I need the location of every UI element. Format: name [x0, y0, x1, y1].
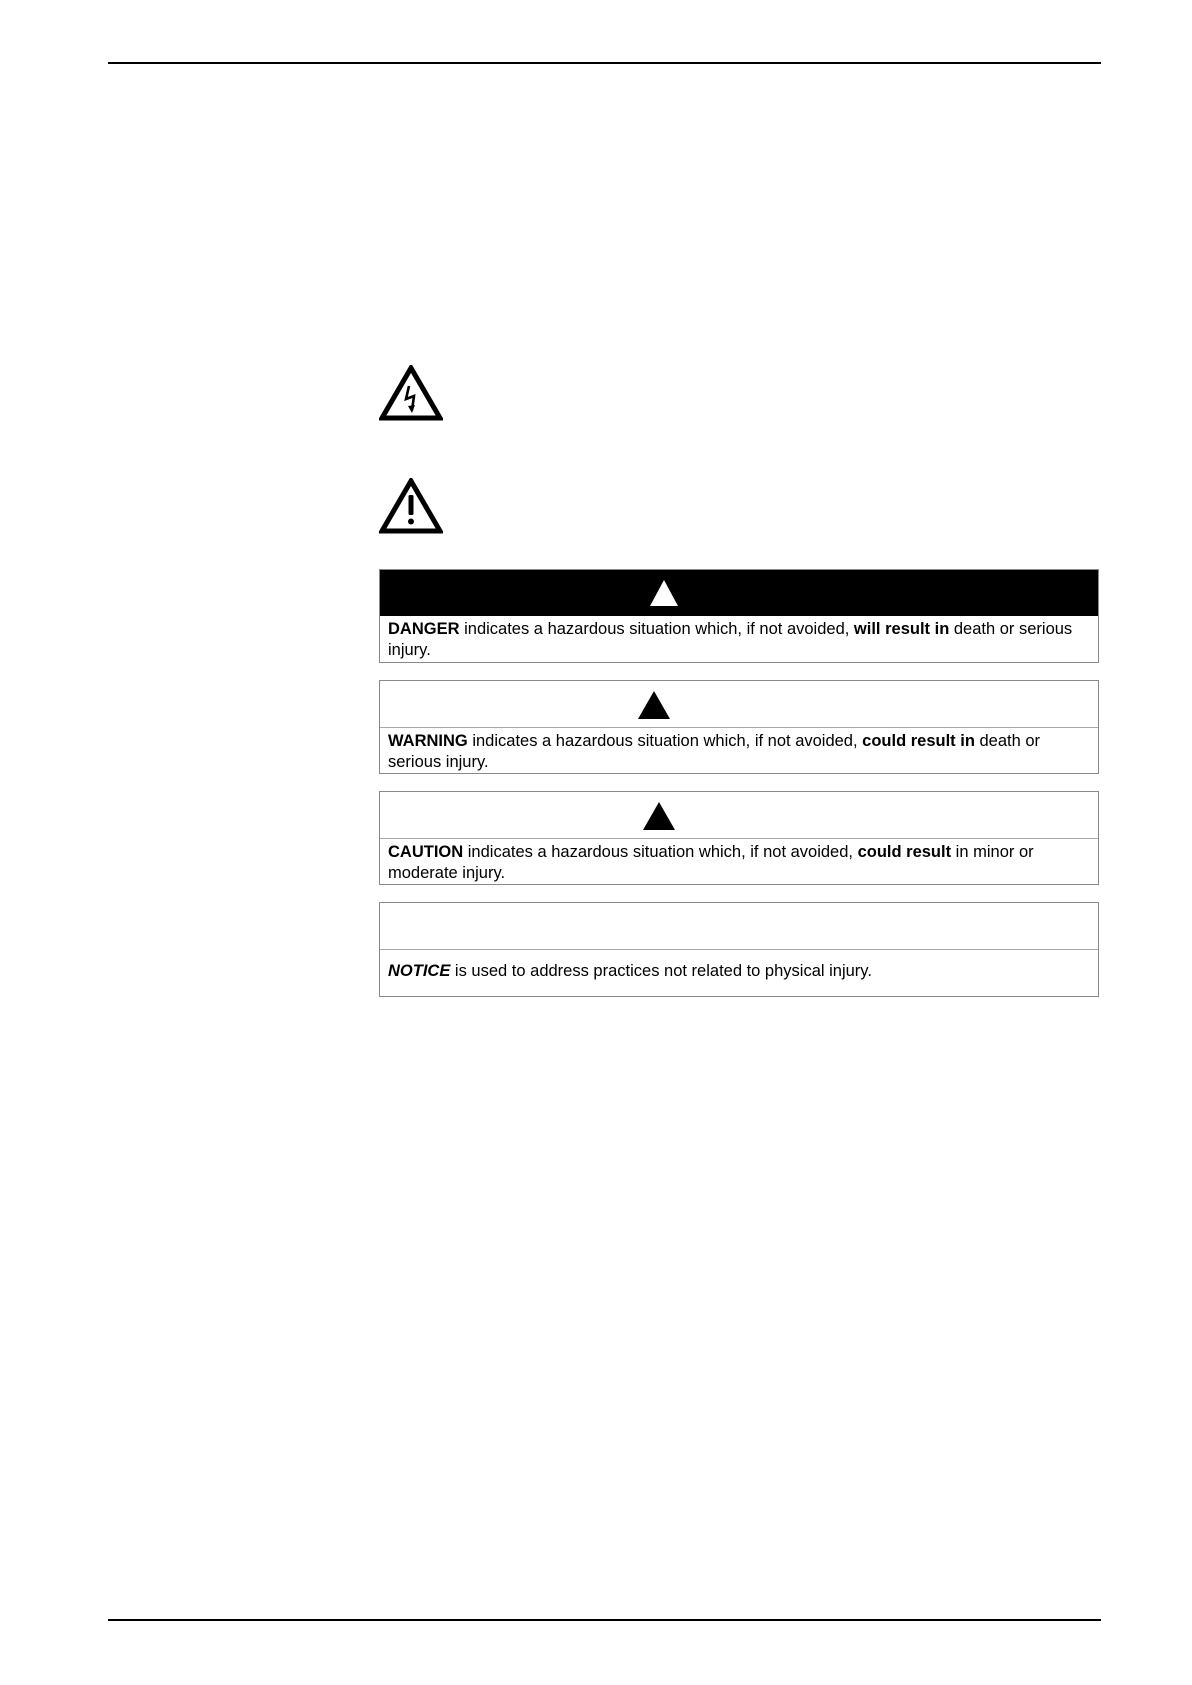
- notice-text: is used to address practices not related to physical injury.: [450, 962, 872, 980]
- danger-description: [380, 616, 1098, 665]
- caution-header: [380, 792, 1098, 839]
- warning-header: [380, 681, 1098, 728]
- safety-alert-icon: [379, 478, 443, 534]
- caution-message: [379, 791, 1099, 885]
- danger-header: [380, 570, 1098, 616]
- caution-description: [380, 839, 1098, 888]
- danger-text: indicates a hazardous situation which, if not avoided,: [459, 620, 854, 638]
- alert-triangle-icon: [642, 801, 676, 831]
- notice-keyword: NOTICE: [388, 962, 451, 980]
- warning-description: [380, 728, 1098, 777]
- caution-text-end: in minor or moderate injury.: [388, 843, 1034, 882]
- warning-text-end: death or serious injury.: [388, 732, 1041, 771]
- caution-text: indicates a hazardous situation which, if not avoided,: [463, 843, 858, 861]
- danger-text-end: death or serious injury.: [388, 620, 1073, 659]
- notice-message: [379, 902, 1099, 997]
- warning-keyword: WARNING: [388, 732, 468, 750]
- caution-keyword: CAUTION: [388, 843, 464, 861]
- warning-emphasis: could result in: [862, 732, 975, 750]
- danger-emphasis: will result in: [853, 620, 950, 638]
- caution-emphasis: could result: [857, 843, 952, 861]
- alert-triangle-icon: [637, 690, 671, 720]
- footer-rule: [108, 1619, 1101, 1621]
- danger-keyword: DANGER: [388, 620, 460, 638]
- warning-message: [379, 680, 1099, 774]
- danger-message: [379, 569, 1099, 663]
- electrical-hazard-icon: [379, 365, 443, 421]
- header-rule: [108, 62, 1101, 64]
- notice-header: [380, 903, 1098, 950]
- alert-triangle-icon: [649, 579, 679, 607]
- warning-text: indicates a hazardous situation which, if not avoided,: [467, 732, 863, 750]
- notice-description: [380, 950, 1098, 988]
